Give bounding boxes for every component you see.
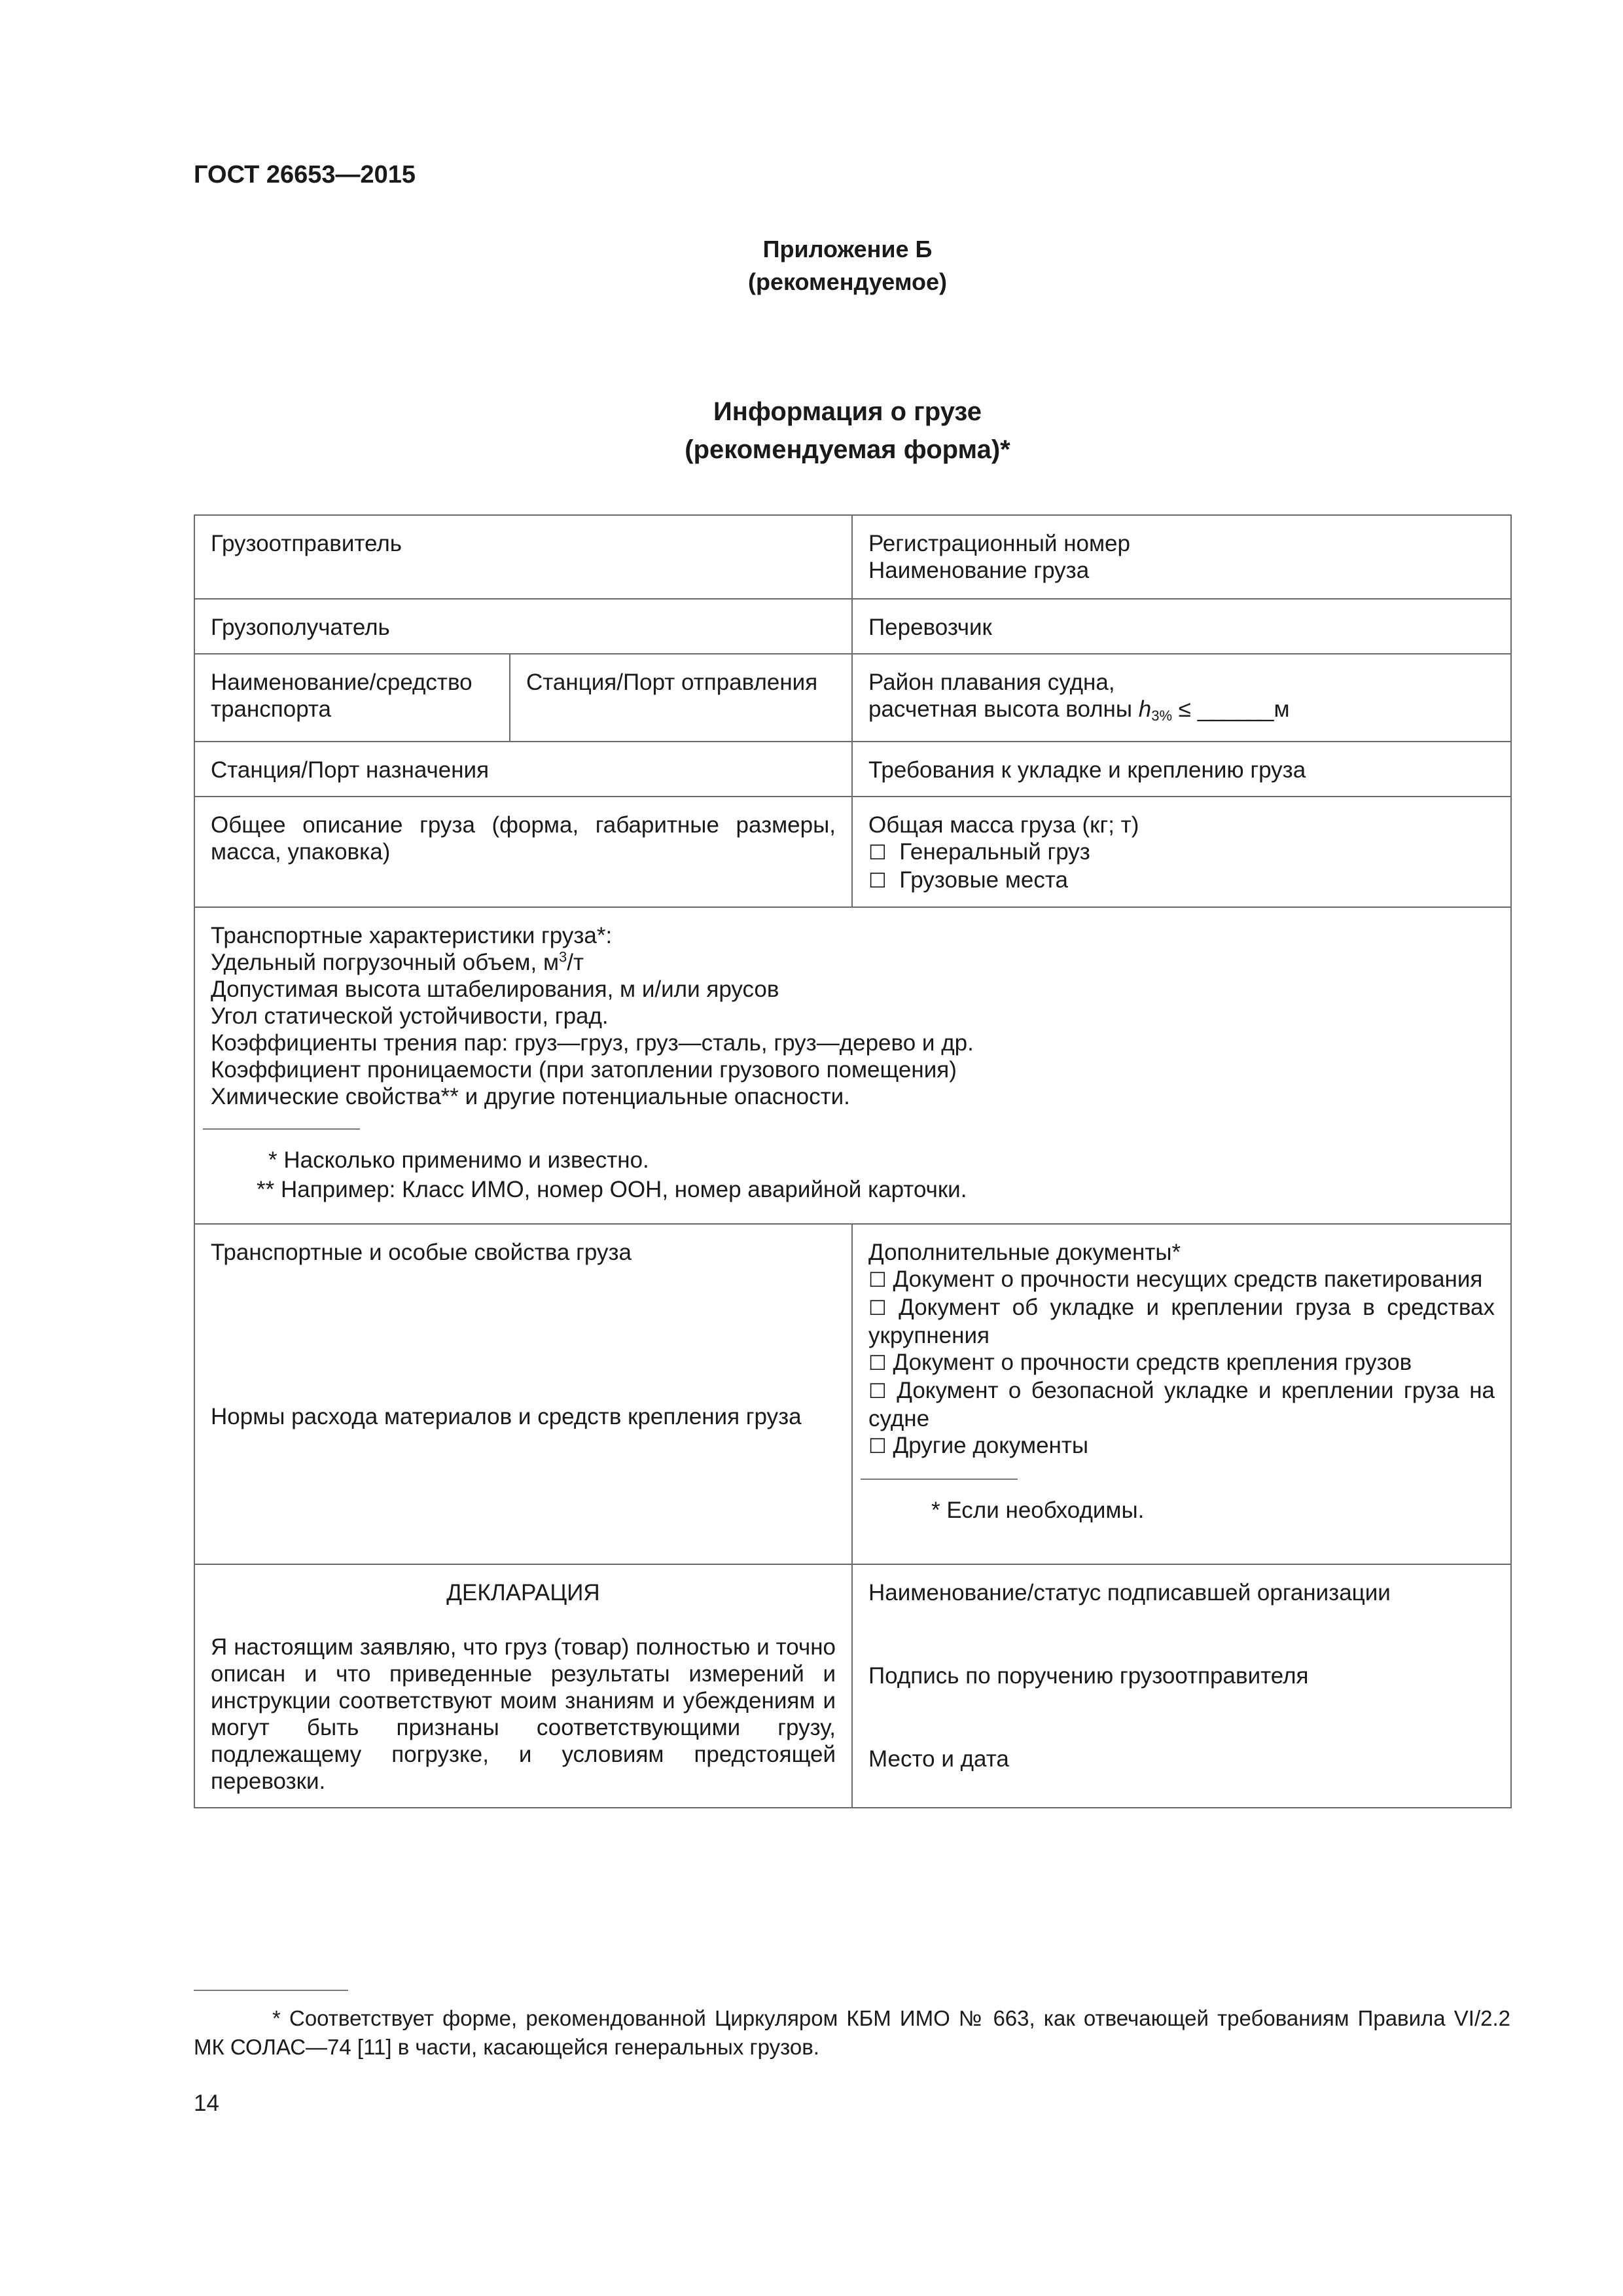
cargo-name-label: Наименование груза: [868, 558, 1090, 583]
doc-label-1: Документ о прочности несущих средств пакетирования: [893, 1266, 1483, 1292]
declaration-cell[interactable]: [194, 1564, 852, 1808]
form-title-line1: Информация о грузе: [713, 397, 982, 426]
form-title: [0, 393, 1623, 469]
appendix-subtitle: (рекомендуемое): [748, 268, 947, 295]
docs-note: * Если необходимы.: [931, 1498, 1145, 1523]
doc-label-3: Документ о прочности средств крепления грузов: [893, 1350, 1412, 1375]
carrier-label: Перевозчик: [868, 615, 992, 640]
departure-station-cell[interactable]: [510, 654, 852, 742]
doc-option-4[interactable]: [868, 1377, 1495, 1432]
cargo-info-form: [194, 514, 1512, 1808]
footnote-separator: [194, 1990, 348, 1991]
doc-option-2[interactable]: [868, 1294, 1495, 1349]
note-example: ** Например: Класс ИМО, номер ООН, номер аварийной карточки.: [257, 1177, 967, 1202]
general-cargo-option[interactable]: [868, 838, 1495, 867]
checkbox-icon[interactable]: ☐: [868, 1352, 887, 1375]
form-row: [194, 515, 1511, 599]
doc-label-2: Документ об укладке и креплении груза в средствах укрупнения: [868, 1295, 1495, 1348]
footnote-text: * Соответствует форме, рекомендованной Циркуляром КБМ ИМО № 663, как отвечающей требованиям Правила VI/2.2 МК СОЛАС—74 [11] в части, касающейся генеральных грузов.: [194, 2006, 1510, 2059]
note-applicable: * Насколько применимо и известно.: [268, 1147, 649, 1173]
wave-height-label: [868, 696, 1495, 729]
chemical-line: Химические свойства** и другие потенциальные опасности.: [211, 1084, 850, 1109]
document-code: ГОСТ 26653—2015: [194, 161, 416, 188]
total-mass-label: Общая масса груза (кг; т): [868, 812, 1139, 838]
form-row: [194, 907, 1511, 1224]
transport-means-cell[interactable]: [194, 654, 510, 742]
general-cargo-label: Генеральный груз: [899, 839, 1090, 865]
checkbox-icon[interactable]: ☐: [868, 869, 887, 893]
transport-means-label: Наименование/средство транспорта: [211, 670, 473, 722]
stowage-factor-sup: 3: [559, 948, 567, 965]
form-row: [194, 1224, 1511, 1564]
special-properties-cell[interactable]: [194, 1224, 852, 1564]
stacking-height-line: Допустимая высота штабелирования, м и/или ярусов: [211, 977, 779, 1002]
consumption-norms-label: Нормы расхода материалов и средств крепления груза: [211, 1404, 802, 1429]
consignee-cell[interactable]: [194, 599, 852, 654]
transport-characteristics-cell[interactable]: [194, 907, 1511, 1224]
form-row: [194, 797, 1511, 907]
doc-option-3[interactable]: [868, 1349, 1495, 1377]
place-date-label: Место и дата: [868, 1746, 1009, 1772]
stowage-requirements-label: Требования к укладке и креплению груза: [868, 757, 1306, 783]
stowage-factor-line: [211, 949, 1495, 976]
docs-notes-separator: [861, 1479, 1018, 1480]
static-angle-line: Угол статической устойчивости, град.: [211, 1003, 609, 1029]
wave-height-suffix: ≤ ______м: [1178, 696, 1290, 722]
destination-station-cell[interactable]: [194, 742, 852, 797]
notes-separator: [203, 1128, 360, 1130]
friction-line: Коэффициенты трения пар: груз—груз, груз—сталь, груз—дерево и др.: [211, 1030, 974, 1056]
page-number: 14: [194, 2090, 219, 2116]
general-description-cell[interactable]: [194, 797, 852, 907]
stowage-factor-unit: /т: [567, 950, 584, 975]
appendix-heading: [0, 233, 1623, 298]
consignee-label: Грузополучатель: [211, 615, 390, 640]
doc-option-1[interactable]: [868, 1266, 1495, 1294]
wave-height-prefix: расчетная высота волны: [868, 696, 1133, 722]
cargo-units-label: Грузовые места: [899, 867, 1068, 893]
checkbox-icon[interactable]: ☐: [868, 1435, 887, 1458]
permeability-line: Коэффициент проницаемости (при затоплении грузового помещения): [211, 1057, 957, 1083]
checkbox-icon[interactable]: ☐: [868, 1297, 887, 1320]
stowage-factor-label: Удельный погрузочный объем, м: [211, 950, 560, 975]
additional-docs-cell[interactable]: [852, 1224, 1511, 1564]
wave-h-symbol: h: [1138, 696, 1152, 722]
appendix-title: Приложение Б: [762, 236, 933, 262]
cargo-units-option[interactable]: [868, 867, 1495, 895]
signatory-cell[interactable]: [852, 1564, 1511, 1808]
registration-cell[interactable]: [852, 515, 1511, 599]
checkbox-icon[interactable]: ☐: [868, 1380, 887, 1403]
shipper-label: Грузоотправитель: [211, 531, 402, 556]
form-row: [194, 742, 1511, 797]
general-description-label: Общее описание груза (форма, габаритные размеры, масса, упаковка): [211, 812, 836, 865]
footnote: [194, 2004, 1510, 2062]
shipper-cell[interactable]: [194, 515, 852, 599]
registration-number-label: Регистрационный номер: [868, 531, 1130, 556]
form-title-line2: (рекомендуемая форма)*: [685, 435, 1010, 464]
stowage-requirements-cell[interactable]: [852, 742, 1511, 797]
form-row: [194, 599, 1511, 654]
transport-characteristics-heading: Транспортные характеристики груза*:: [211, 923, 613, 948]
additional-docs-heading: Дополнительные документы*: [868, 1240, 1181, 1265]
declaration-heading: ДЕКЛАРАЦИЯ: [446, 1580, 600, 1605]
checkbox-icon[interactable]: ☐: [868, 841, 887, 865]
form-row: [194, 654, 1511, 742]
total-mass-cell[interactable]: [852, 797, 1511, 907]
doc-option-5[interactable]: [868, 1432, 1495, 1460]
form-row: [194, 1564, 1511, 1808]
navigation-area-label: Район плавания судна,: [868, 670, 1115, 695]
doc-label-4: Документ о безопасной укладке и креплении груза на судне: [868, 1378, 1495, 1431]
carrier-cell[interactable]: [852, 599, 1511, 654]
declaration-text: Я настоящим заявляю, что груз (товар) полностью и точно описан и что приведенные результаты измерений и инструкции соответствуют моим знаниям и убеждениям и могут быть признаны соответствующими грузу, подлежащему погрузке, и условиям предстоящей перевозки.: [211, 1634, 836, 1794]
navigation-area-cell[interactable]: [852, 654, 1511, 742]
doc-label-5: Другие документы: [893, 1433, 1089, 1458]
wave-subscript: 3%: [1151, 708, 1173, 724]
destination-station-label: Станция/Порт назначения: [211, 757, 490, 783]
departure-station-label: Станция/Порт отправления: [526, 670, 818, 695]
special-properties-label: Транспортные и особые свойства груза: [211, 1240, 632, 1265]
checkbox-icon[interactable]: ☐: [868, 1268, 887, 1292]
signatory-org-label: Наименование/статус подписавшей организации: [868, 1580, 1391, 1605]
signature-label: Подпись по поручению грузоотправителя: [868, 1663, 1309, 1689]
